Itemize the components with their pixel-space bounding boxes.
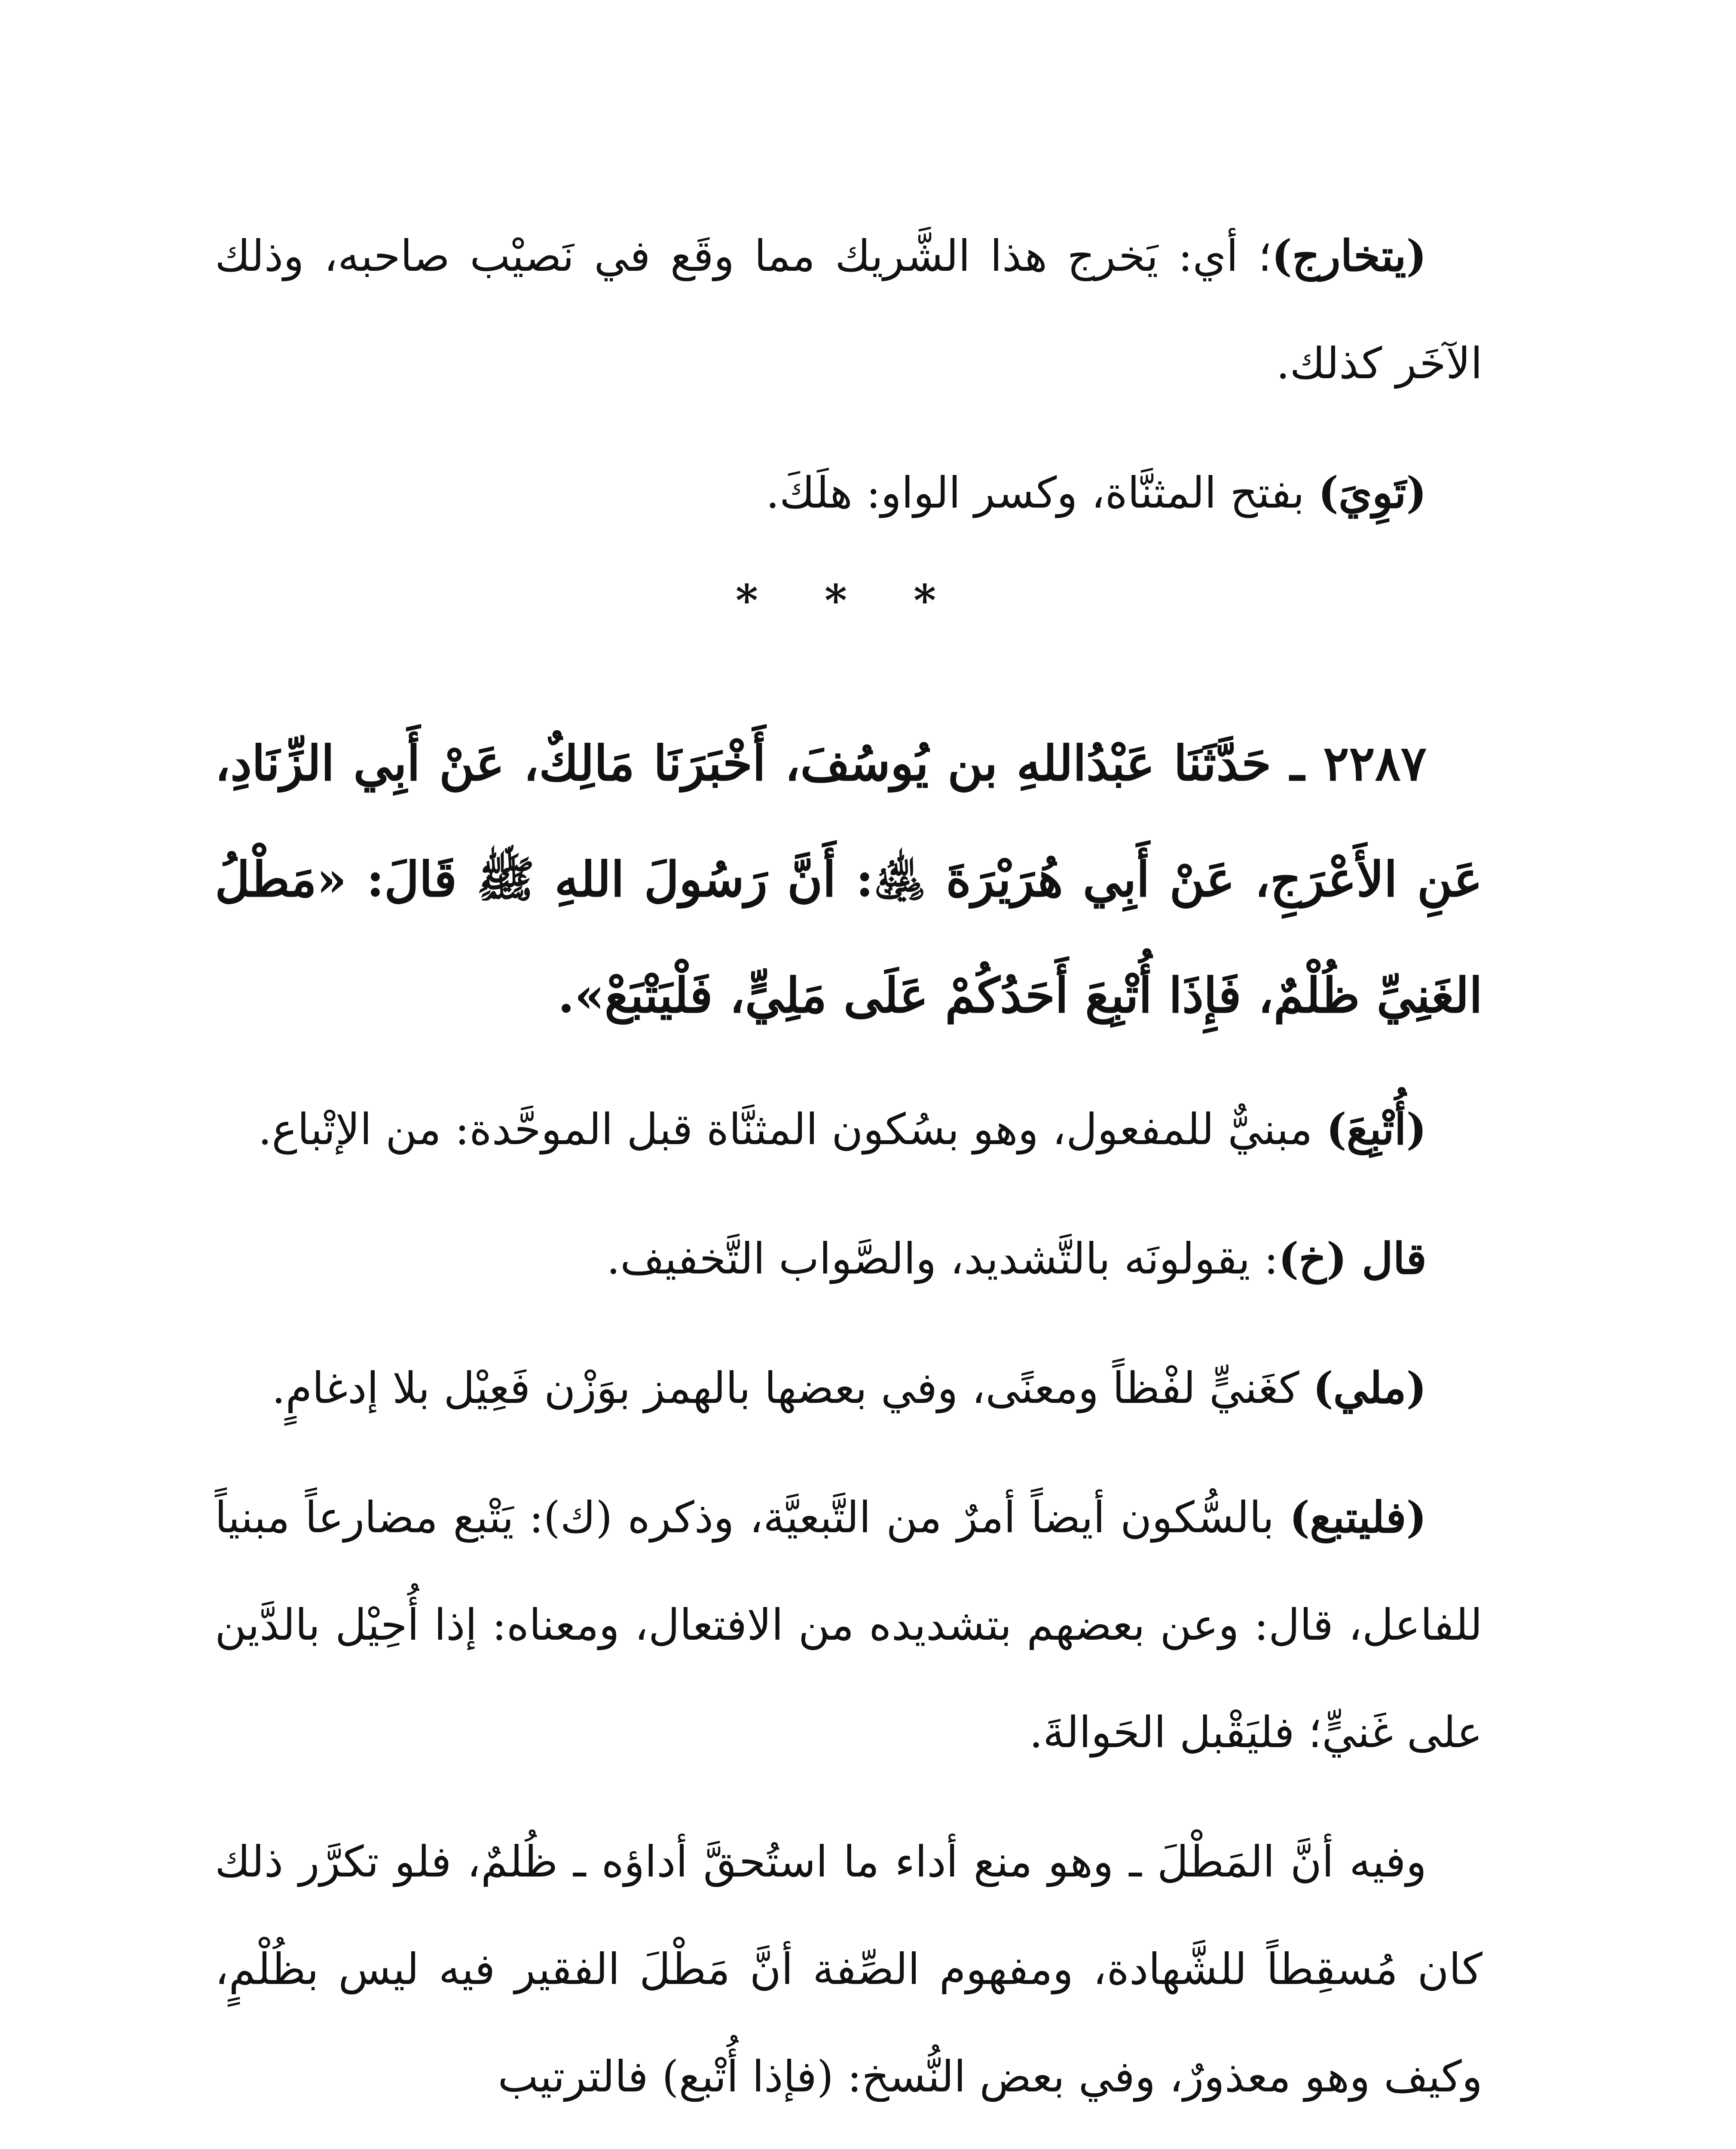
term-label: (أُتْبِعَ) — [1326, 1104, 1427, 1154]
page-body — [215, 202, 1482, 2149]
commentary-qala-kha — [215, 1205, 1482, 1313]
paragraph-text: وفيه أنَّ المَطْلَ ـ وهو منع أداء ما استُحقَّ أداؤه ـ ظُلمٌ، فلو تكرَّر ذلك كان مُسقِطاً للشَّهادة، ومفهوم الصِّفة أنَّ مَطْلَ الفقير فيه ليس بظُلْمٍ، وكيف وهو معذورٌ، وفي بعض النُّسخ: (فإذا أُتْبع) فالترتيب — [215, 1837, 1482, 2102]
term-label: (فليتبع) — [1289, 1492, 1427, 1543]
commentary-matl — [215, 1808, 1482, 2131]
commentary-mali — [215, 1334, 1482, 1442]
paragraph-takharuj — [215, 202, 1482, 417]
section-separator: * * * — [735, 575, 962, 626]
term-label: (تَوِيَ) — [1318, 467, 1427, 518]
paragraph-text: بالسُّكون أيضاً أمرٌ من التَّبعيَّة، وذكره (ك): يَتْبع مضارعاً مبنياً للفاعل، قال: وعن بعضهم بتشديده من الافتعال، ومعناه: إذا أُحِيْل بالدَّين على غَنيٍّ؛ فليَقْبل الحَوالةَ. — [215, 1492, 1482, 1757]
paragraph-text: : يقولونَه بالتَّشديد، والصَّواب التَّخفيف. — [606, 1234, 1279, 1284]
term-label: (ملي) — [1313, 1362, 1427, 1413]
paragraph-text: بفتح المثنَّاة، وكسر الواو: هلَكَ. — [766, 468, 1318, 518]
term-label: قال (خ) — [1278, 1233, 1427, 1284]
term-label: (يتخارج) — [1271, 230, 1427, 281]
paragraph-text: كغَنيٍّ لفْظاً ومعنًى، وفي بعضها بالهمز بوَزْن فَعِيْل بلا إدغامٍ. — [272, 1363, 1313, 1413]
hadith-text: ٢٢٨٧ ـ حَدَّثَنَا عَبْدُاللهِ بن يُوسُفَ، أَخْبَرَنَا مَالِكٌ، عَنْ أَبِي الزِّنَادِ، عَنِ الأَعْرَجِ، عَنْ أَبِي هُرَيْرَةَ ﵁: أَنَّ رَسُولَ اللهِ ﷺ قَالَ: «مَطْلُ الغَنِيِّ ظُلْمٌ، فَإِذَا أُتْبِعَ أَحَدُكُمْ عَلَى مَلِيٍّ، فَلْيَتْبَعْ». — [215, 735, 1482, 1024]
commentary-utbia — [215, 1075, 1482, 1183]
commentary-falyatba — [215, 1463, 1482, 1786]
paragraph-text: ؛ أي: يَخرج هذا الشَّريك مما وقَع في نَصيْب صاحبه، وذلك الآخَر كذلك. — [215, 231, 1482, 389]
paragraph-tawiya — [215, 439, 1482, 547]
paragraph-text: مبنيٌّ للمفعول، وهو بسُكون المثنَّاة قبل الموحَّدة: من الإتْباع. — [258, 1104, 1326, 1154]
